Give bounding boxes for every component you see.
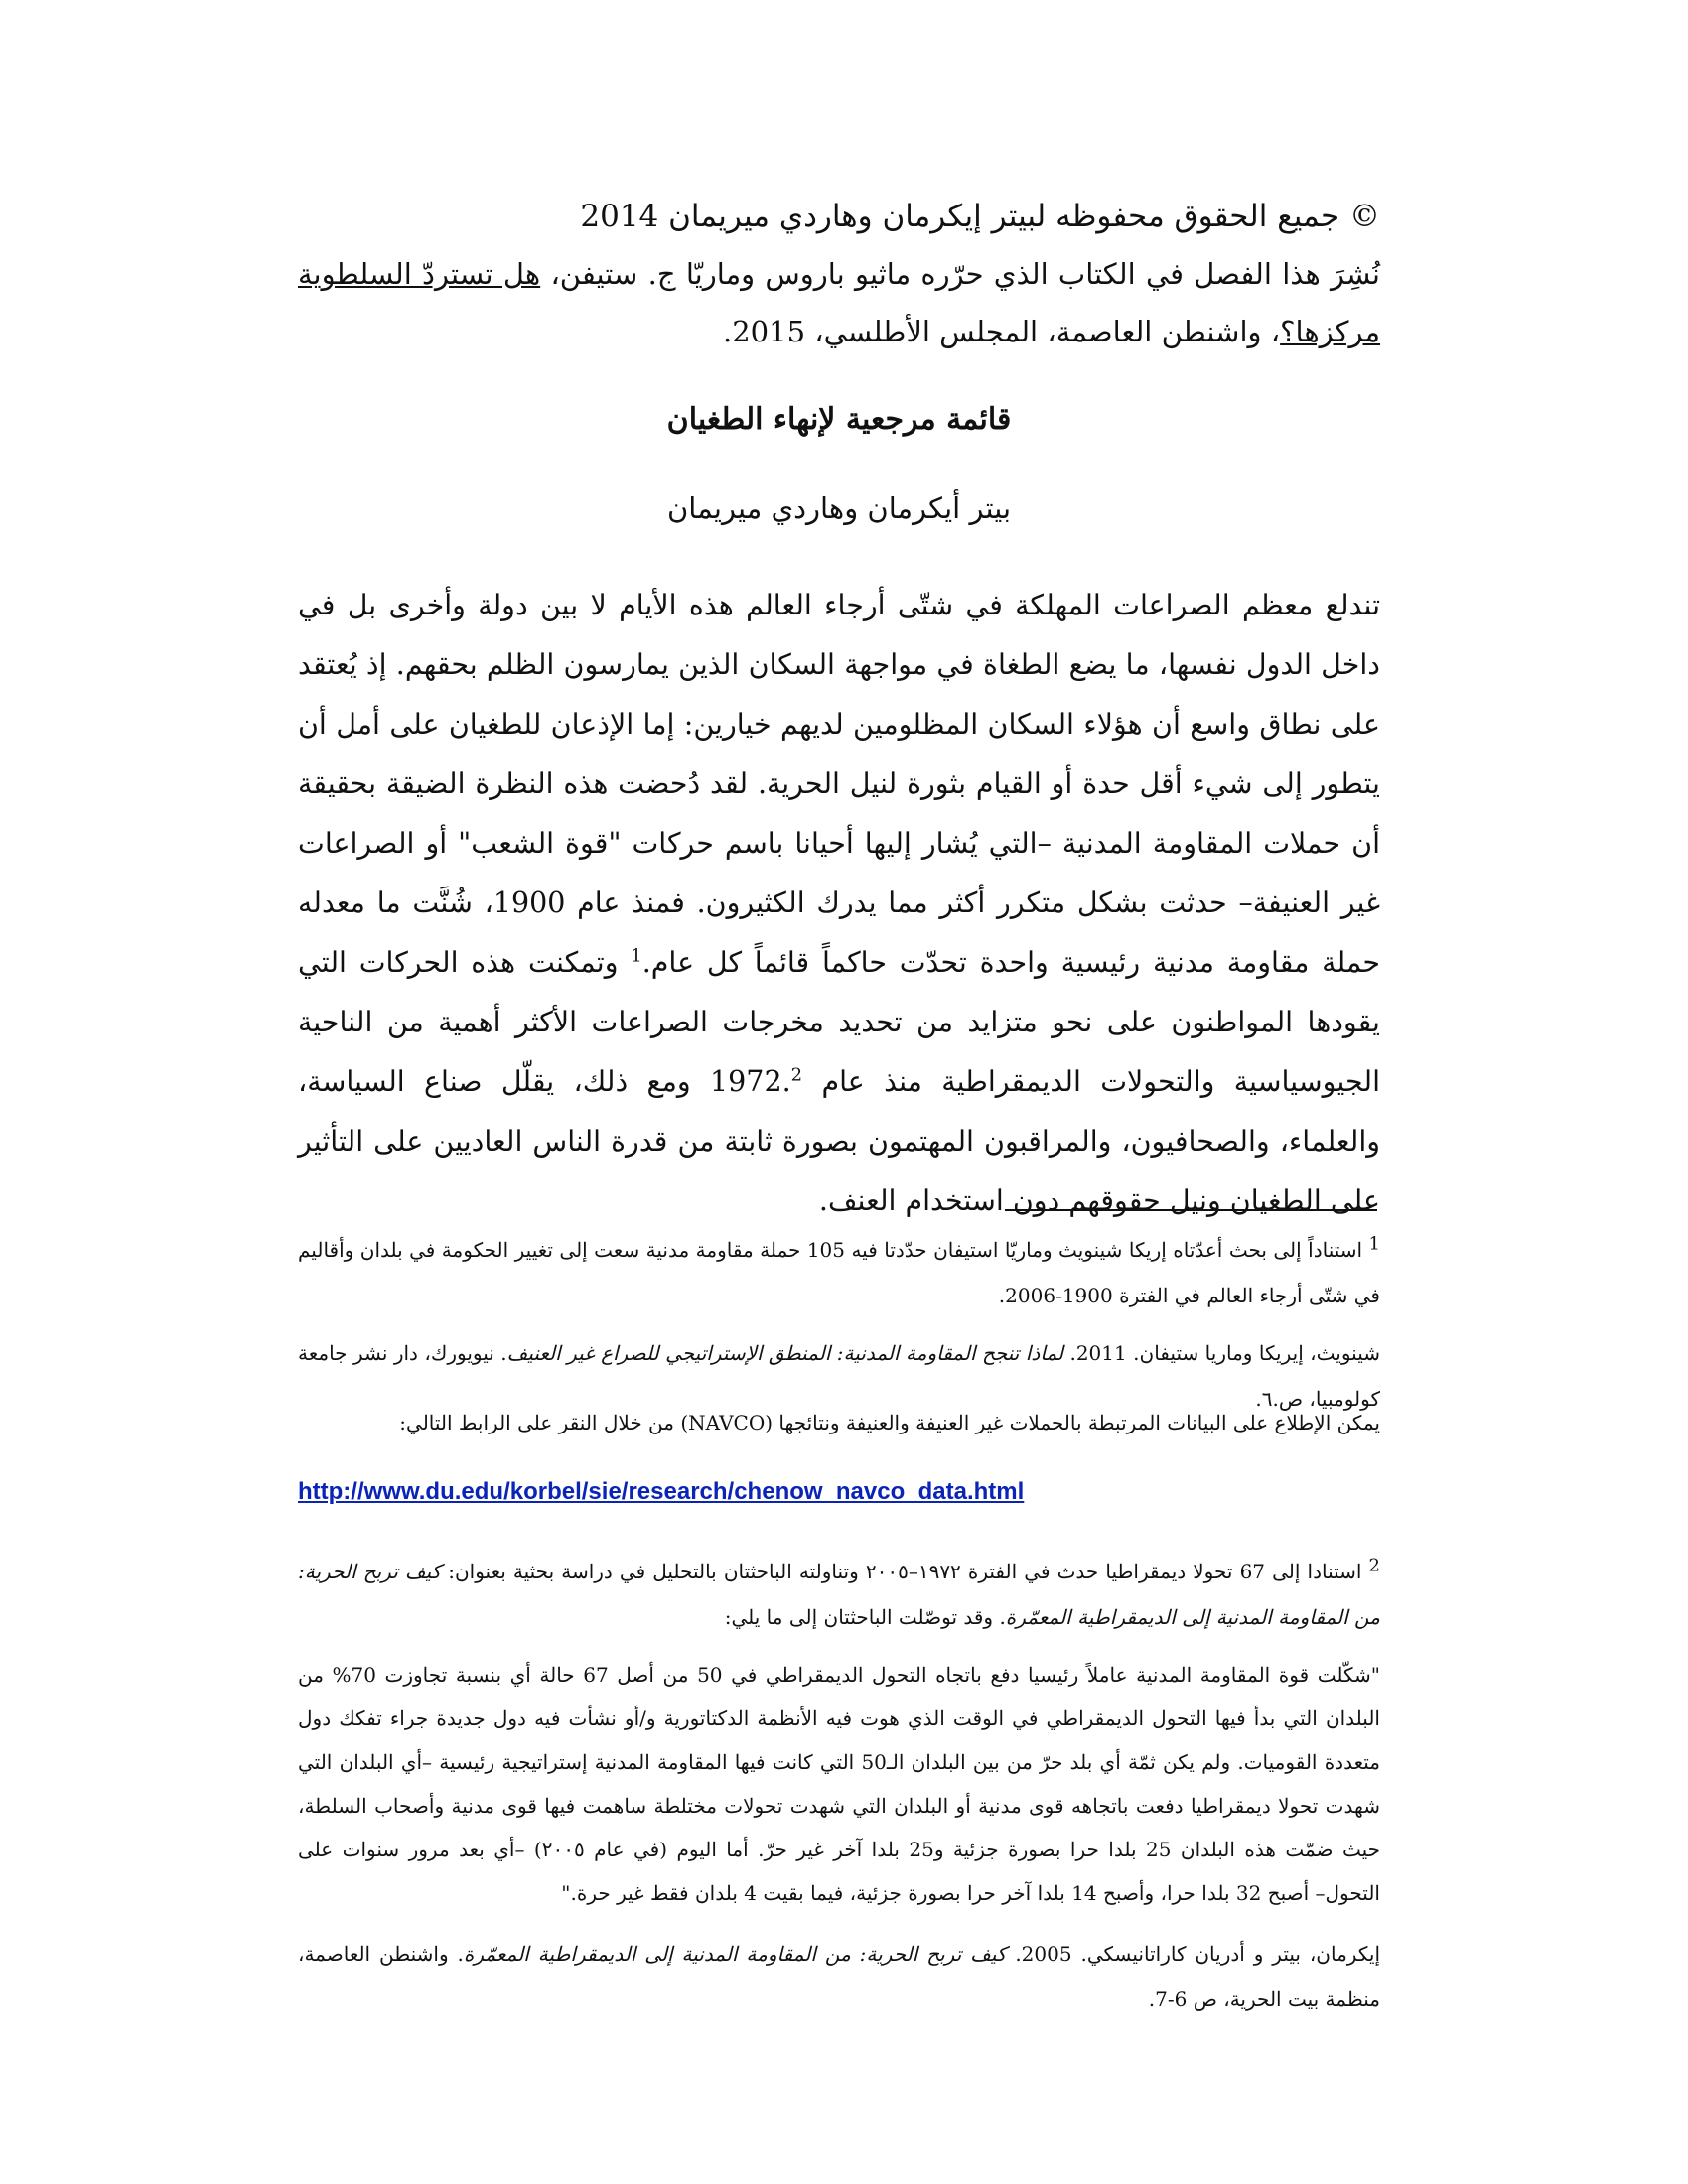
chapter-title: قائمة مرجعية لإنهاء الطغيان	[666, 402, 1012, 437]
copyright-notice: © جميع الحقوق محفوظه لبيتر إيكرمان وهاردي ميريمان 2014	[580, 199, 1380, 234]
footnote-1-navco-note: يمكن الإطلاع على البيانات المرتبطة بالحملات غير العنيفة والعنيفة ونتائجها (NAVCO) من خلال النقر على الرابط التالي:	[399, 1411, 1380, 1434]
body-text-part-3: ومع ذلك، يقلّل صناع السياسة، والعلماء، والصحافيون، والمراقبون المهتمون بصورة ثابتة من قدرة الناس العاديين على التأثير على الطغيان ونيل حقوقهم دون استخدام العنف.	[298, 1065, 1380, 1217]
navco-data-link[interactable]: http://www.du.edu/korbel/sie/research/chenow_navco_data.html	[298, 1478, 1025, 1505]
footnote-2-quote: "شكّلت قوة المقاومة المدنية عاملاً رئيسيا دفع باتجاه التحول الديمقراطي في 50 من أصل 67 حالة أي بنسبة تجاوزت 70% من البلدان التي بدأ فيها التحول الديمقراطي في الوقت الذي هوت فيه الأنظمة الدكتاتورية و/أو نشأت فيه دول جديدة جراء تفكك دول متعددة القوميات. ولم يكن ثمّة أي بلد حرّ من بين البلدان الـ50 التي كانت فيها المقاومة المدنية إستراتيجية رئيسية –أي البلدان التي شهدت تحولا ديمقراطيا دفعت باتجاهه قوى مدنية أو البلدان التي شهدت تحولات مختلطة ساهمت فيها قوى مدنية وأصحاب السلطة، حيث ضمّت هذه البلدان 25 بلدا حرا بصورة جزئية و25 بلدا آخر غير حرّ. أما اليوم (في عام ٢٠٠٥) –أي بعد مرور سنوات على التحول– أصبح 32 بلدا حرا، وأصبح 14 بلدا آخر حرا بصورة جزئية، فيما بقيت 4 بلدان فقط غير حرة."	[298, 1663, 1381, 1905]
footnote-2-study-title: كيف تربح الحرية: من المقاومة المدنية إلى الديمقراطية المعمّرة	[298, 1560, 1380, 1629]
footnote-ref-2[interactable]: 2	[790, 1064, 803, 1086]
citation-authors: شينويث، إيريكا وماريا ستيفان. 2011.	[1063, 1341, 1381, 1365]
footnote-separator	[1005, 1209, 1377, 1211]
footnote-2	[298, 1549, 1380, 1640]
publication-note-text: نُشِرَ هذا الفصل في الكتاب الذي حرّره ماثيو باروس وماريّا ج. ستيفن،	[540, 257, 1380, 291]
footnote-1	[298, 1227, 1380, 1318]
footnote-1-number: 1	[1368, 1233, 1380, 1255]
footnote-ref-1[interactable]: 1	[631, 945, 642, 967]
body-text-part-2: وتمكنت هذه الحركات التي يقودها المواطنون على نحو متزايد من تحديد مخرجات الصراعات الأكثر أهمية من الناحية الجيوسياسية والتحولات الديمقراطية منذ عام 1972.	[298, 946, 1380, 1098]
chapter-authors: بيتر أيكرمان وهاردي ميريمان	[666, 491, 1012, 525]
citation-publisher: . نيويورك، دار نشر جامعة كولومبيا، ص.٦.	[298, 1341, 1380, 1411]
citation-publisher: . واشنطن العاصمة، منظمة بيت الحرية، ص 6-7.	[298, 1942, 1380, 2011]
body-text-part-1: تندلع معظم الصراعات المهلكة في شتّى أرجاء العالم هذه الأيام لا بين دولة وأخرى بل في داخل الدول نفسها، ما يضع الطغاة في مواجهة السكان الذين يمارسون الظلم بحقهم. إذ يُعتقد على نطاق واسع أن هؤلاء السكان المظلومين لديهم خيارين: إما الإذعان للطغيان على أمل أن يتطور إلى شيء أقل حدة أو القيام بثورة لنيل الحرية. لقد دُحضت هذه النظرة الضيقة بحقيقة أن حملات المقاومة المدنية –التي يُشار إليها أحيانا باسم حركات "قوة الشعب" أو الصراعات غير العنيفة– حدثت بشكل متكرر أكثر مما يدرك الكثيرون. فمنذ عام 1900، شُنَّت ما معدله حملة مقاومة مدنية رئيسية واحدة تحدّت حاكماً قائماً كل عام.	[298, 589, 1380, 979]
footnote-2-text: استنادا إلى 67 تحولا ديمقراطيا حدث في الفترة ١٩٧٢–٢٠٠٥ وتناولته الباحثتان بالتحليل في دراسة بحثية بعنوان:	[441, 1560, 1369, 1583]
citation-authors: إيكرمان، بيتر و أدريان كاراتانيسكي. 2005.	[1006, 1942, 1380, 1966]
footnote-2-citation	[298, 1931, 1380, 2022]
book-title: هل تستردّ السلطوية مركزها؟	[298, 257, 1380, 348]
body-paragraph	[298, 576, 1380, 1231]
citation-title: كيف تربح الحرية: من المقاومة المدنية إلى الديمقراطية المعمّرة	[463, 1942, 1007, 1966]
publication-note	[298, 245, 1380, 360]
footnote-1-text: استناداً إلى بحث أعدّتاه إريكا شينويث وماريّا استيفان حدّدتا فيه 105 حملة مقاومة مدنية سعت إلى تغيير الحكومة في بلدان وأقاليم في شتّى أرجاء العالم في الفترة 1900-2006.	[298, 1238, 1380, 1307]
publication-note-details: ، واشنطن العاصمة، المجلس الأطلسي، 2015.	[723, 315, 1281, 348]
citation-title: لماذا تنجح المقاومة المدنية: المنطق الإستراتيجي للصراع غير العنيف	[506, 1341, 1064, 1365]
footnote-2-number: 2	[1368, 1555, 1380, 1576]
footnote-2-text-end: . وقد توصّلت الباحثتان إلى ما يلي:	[724, 1605, 1006, 1629]
